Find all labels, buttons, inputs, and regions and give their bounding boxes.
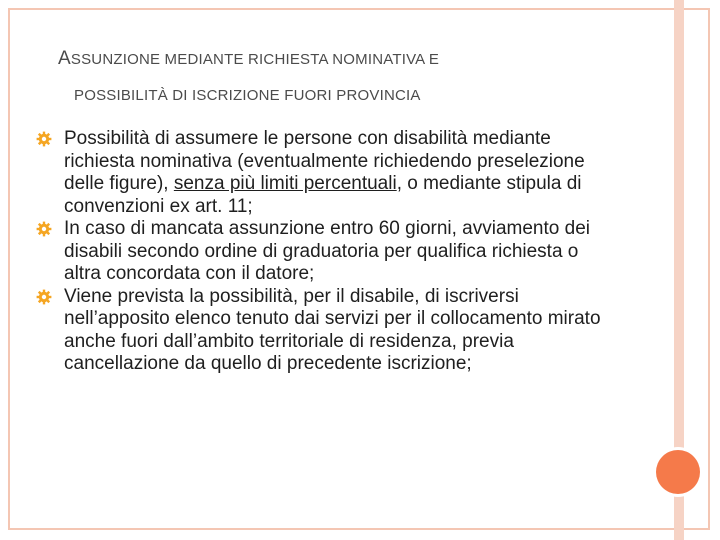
list-item xyxy=(36,128,616,218)
list-item xyxy=(36,218,616,286)
bullet-2-text: In caso di mancata assunzione entro 60 giorni, avviamento dei disabili secondo ordine di graduatoria per qualifica richiesta o altra concordata con il datore; xyxy=(64,218,590,284)
title-line-2: POSSIBILITÀ DI ISCRIZIONE FUORI PROVINCIA xyxy=(74,87,421,104)
bullet-1-underlined: senza più limiti percentuali xyxy=(173,173,397,194)
gear-icon xyxy=(36,131,52,147)
bullet-1-text: Possibilità di assumere le persone con disabilità mediante richiesta nominativa (eventualmente richiedendo preselezione delle figure), xyxy=(64,128,585,194)
bullet-3-text: Viene prevista la possibilità, per il disabile, di iscriversi nell’apposito elenco tenuto dai servizi per il collocamento mirato anche fuori dall’ambito territoriale di residenza, previa cancellazione da quello di precedente iscrizione; xyxy=(64,285,601,374)
title-line-1-text: SSUNZIONE MEDIANTE RICHIESTA NOMINATIVA E xyxy=(70,51,440,68)
list-item xyxy=(36,286,616,376)
bullet-1-text-end: , o mediante stipula di convenzioni ex art. 11; xyxy=(64,173,582,217)
title-initial: A xyxy=(58,48,71,69)
slide-title xyxy=(58,48,618,104)
bullet-list xyxy=(36,128,616,376)
title-line-1 xyxy=(58,48,618,70)
decorative-circle xyxy=(656,450,700,494)
gear-icon xyxy=(36,289,52,305)
gear-icon xyxy=(36,221,52,237)
